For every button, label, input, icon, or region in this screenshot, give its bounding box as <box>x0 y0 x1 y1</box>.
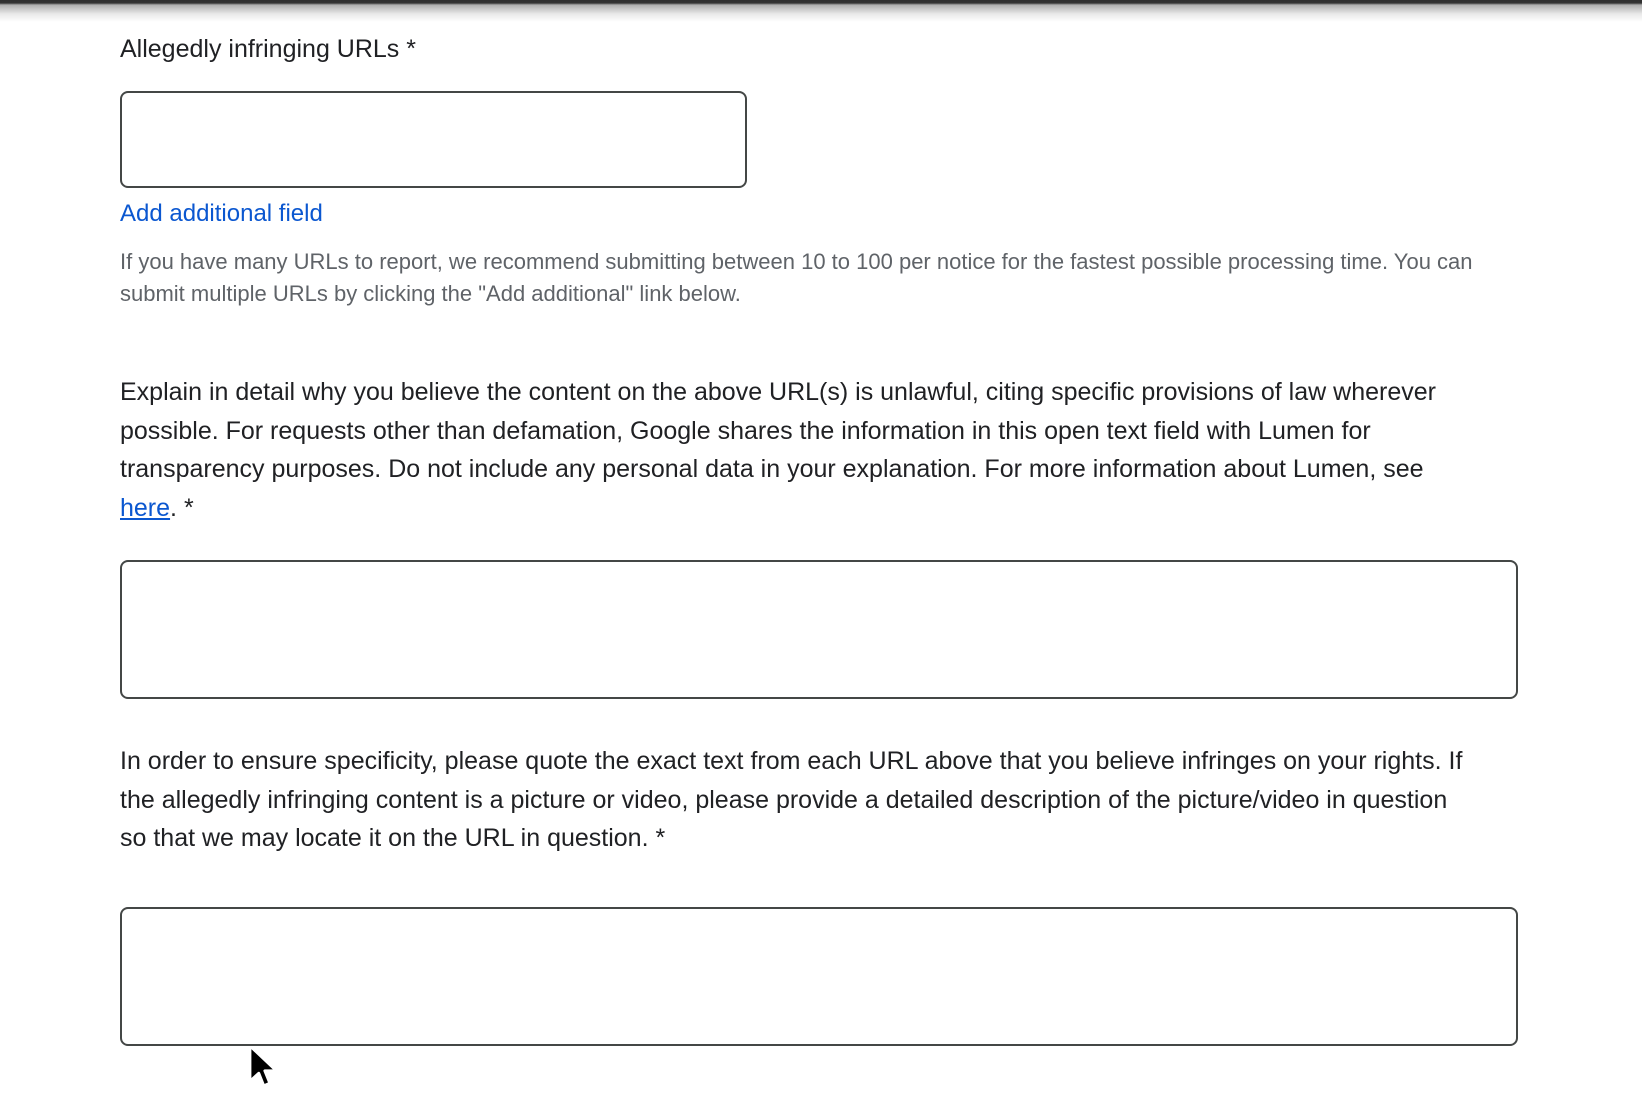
mouse-cursor-icon <box>250 1046 290 1098</box>
urls-field-label: Allegedly infringing URLs * <box>120 35 416 63</box>
explanation-textarea[interactable] <box>120 560 1518 699</box>
quote-textarea[interactable] <box>120 907 1518 1046</box>
explanation-field-label <box>120 373 1475 527</box>
infringing-url-input[interactable] <box>120 91 747 188</box>
quote-field-label: In order to ensure specificity, please quote the exact text from each URL above that you believe infringes on your rights. If the allegedly infringing content is a picture or video, please provide a detailed description of the picture/video in question so that we may locate it on the URL in question. * <box>120 747 1463 852</box>
explanation-label-suffix: . * <box>170 493 194 522</box>
add-additional-field-link[interactable]: Add additional field <box>120 200 323 227</box>
form-content <box>120 0 1550 1046</box>
explanation-label-text: Explain in detail why you believe the content on the above URL(s) is unlawful, citing specific provisions of law wherever possible. For requests other than defamation, Google shares the information in this open text field with Lumen for transparency purposes. Do not include any personal data in your explanation. For more information about Lumen, see <box>120 378 1436 483</box>
urls-help-text: If you have many URLs to report, we recommend submitting between 10 to 100 per notice for the fastest possible processing time. You can submit multiple URLs by clicking the "Add additional" link below. <box>120 249 1473 306</box>
lumen-here-link[interactable]: here <box>120 493 171 522</box>
